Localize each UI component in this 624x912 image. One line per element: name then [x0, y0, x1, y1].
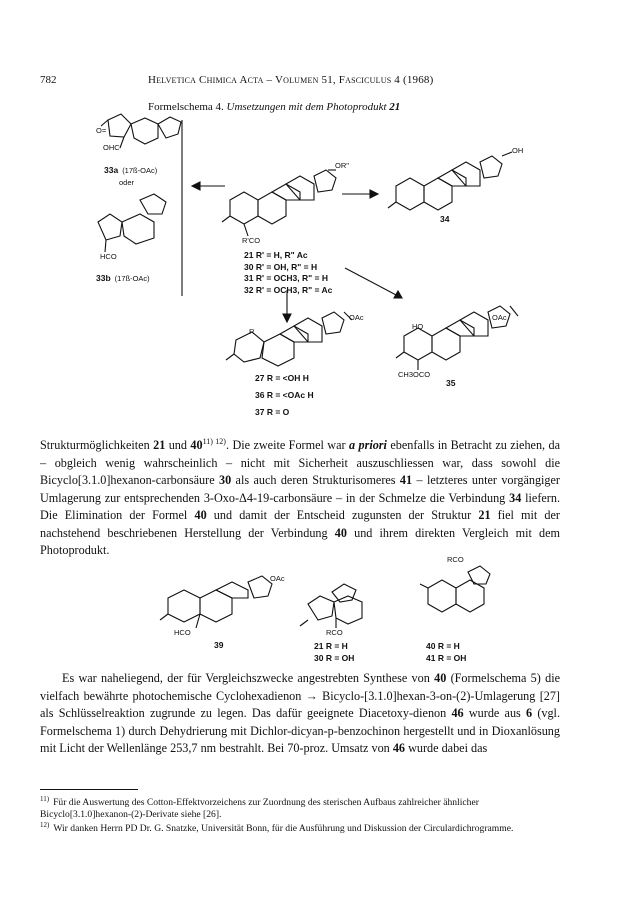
footnote-11: $^{11)}$ Für die Auswertung des Cotton-Effektvorzeichens zur Zuordnung des sterischen Aufbaus zahlreicher ähnlicher Bicyclo[3.1.0]hexanon-(2)-Derivate siehe [26]. [40, 795, 479, 821]
label-rco-40: RCO [447, 555, 464, 564]
label-oac-35: OAc [492, 313, 507, 322]
compound-39: 39 [214, 640, 224, 650]
running-title: Helvetica Chimica Acta – Volumen 51, Fasciculus 4 (1968) [148, 74, 434, 86]
compound-40-r: 40 R = H [426, 641, 460, 651]
compound-21-def: 21 R' = H, R" Ac [244, 250, 308, 260]
compound-list-40-41 [426, 641, 466, 664]
compound-32-def: 32 R' = OCH3, R" = Ac [244, 284, 333, 295]
compound-34: 34 [440, 214, 450, 224]
label-r-27: R [249, 327, 255, 336]
compound-41-r: 41 R = OH [426, 652, 467, 663]
label-hco-39: HCO [174, 628, 191, 637]
compound-36-def: 36 R = <OAc H [255, 390, 314, 400]
structure-27 [226, 312, 352, 366]
structure-34 [388, 152, 512, 210]
compound-list-21-30 [314, 641, 354, 664]
compound-35: 35 [446, 378, 456, 388]
label-hco-33b: HCO [100, 252, 117, 261]
label-ch3oco: CH3OCO [398, 370, 431, 379]
label-oac-27: OAc [349, 313, 364, 322]
label-oac-39: OAc [270, 574, 285, 583]
structure-21 [222, 170, 336, 236]
footnote-rule [40, 789, 138, 790]
label-oder: oder [119, 178, 135, 187]
label-rco: R'CO [242, 236, 261, 245]
structure-33b [98, 194, 166, 252]
compound-31-def: 31 R' = OCH3, R" = H [244, 273, 328, 283]
compound-27-def: 27 R = <OH H [255, 373, 309, 383]
structure-39 [160, 576, 272, 628]
label-or2: OR" [335, 161, 349, 170]
footnote-12: $^{12)}$ Wir danken Herrn PD Dr. G. Snatzke, Universität Bonn, für die Ausführung und Diskussion der Circulardichrogramme. [40, 821, 514, 835]
structure-21-small [300, 584, 362, 628]
label-ho-35: HO [412, 322, 424, 331]
compound-21-r: 21 R = H [314, 641, 348, 651]
caption-italic: Umsetzungen mit dem Photoprodukt [226, 101, 387, 113]
structure-40 [420, 566, 490, 612]
compound-30-r: 30 R = OH [314, 652, 355, 663]
compound-list-27-37 [255, 370, 314, 421]
caption-number: 21 [389, 101, 401, 113]
label-oh-34: OH [512, 146, 524, 155]
caption-prefix: Formelschema 4. [148, 101, 224, 113]
paragraph-2: Es war naheliegend, der für Vergleichszwecke angestrebten Synthese von 40 (Formelschema 5) die vielfach bewährte photochemische Cyclohexadienon → Bicyclo-[3.1.0]hexan-3-on-(2)-Umlagerung [27] als Schlüsselreaktion zugrunde zu legen. Das dafür geeignete Diacetoxy-dienon 46 wurde aus 6 (vgl. Formelschema 1) durch Dehydrierung mit Dichlor-dicyan-p-benzochinon hergestellt und in Dioxanlösung mit Licht der Wellenlänge 253,7 nm bestrahlt. Bei 70-proz. Umsatz von 46 wurde dabei das [40, 671, 560, 755]
label-rco-21: RCO [326, 628, 343, 637]
page-number: 782 [40, 74, 57, 86]
compound-33a: 33a (17ß-OAc) [104, 165, 158, 175]
compound-37-def: 37 R = O [255, 407, 290, 417]
paragraph-1: Strukturmöglichkeiten 21 und $40^{11) 12)}$. Die zweite Formel war a priori ebenfalls in Betracht zu ziehen, da – obgleich wenig wahrscheinlich – nicht mit Sicherheit auszuschliessen war, dass sowohl die Bicyclo[3.1.0]hexanon-carbonsäure 30 als auch deren Strukturisomeres 41 – letzteres unter vorgängiger Umlagerung zur entsprechenden 3-Oxo-Δ4-19-carbonsäure – in der Schmelze die Verbindung 34 liefern. Die Elimination der Formel 40 und damit der Entscheid zugunsten der Struktur 21 fiel mit der nachstehend beschriebenen Herstellung der Verbindung 40 und ihrem direkten Vergleich mit dem Photoprodukt. [40, 437, 561, 558]
compound-list-21-32 [244, 250, 332, 296]
label-ohc: OHC [103, 143, 120, 152]
compound-33b: 33b (17ß-OAc) [96, 273, 150, 283]
label-o-33a: O= [96, 126, 107, 135]
compound-30-def: 30 R' = OH, R" = H [244, 261, 318, 272]
